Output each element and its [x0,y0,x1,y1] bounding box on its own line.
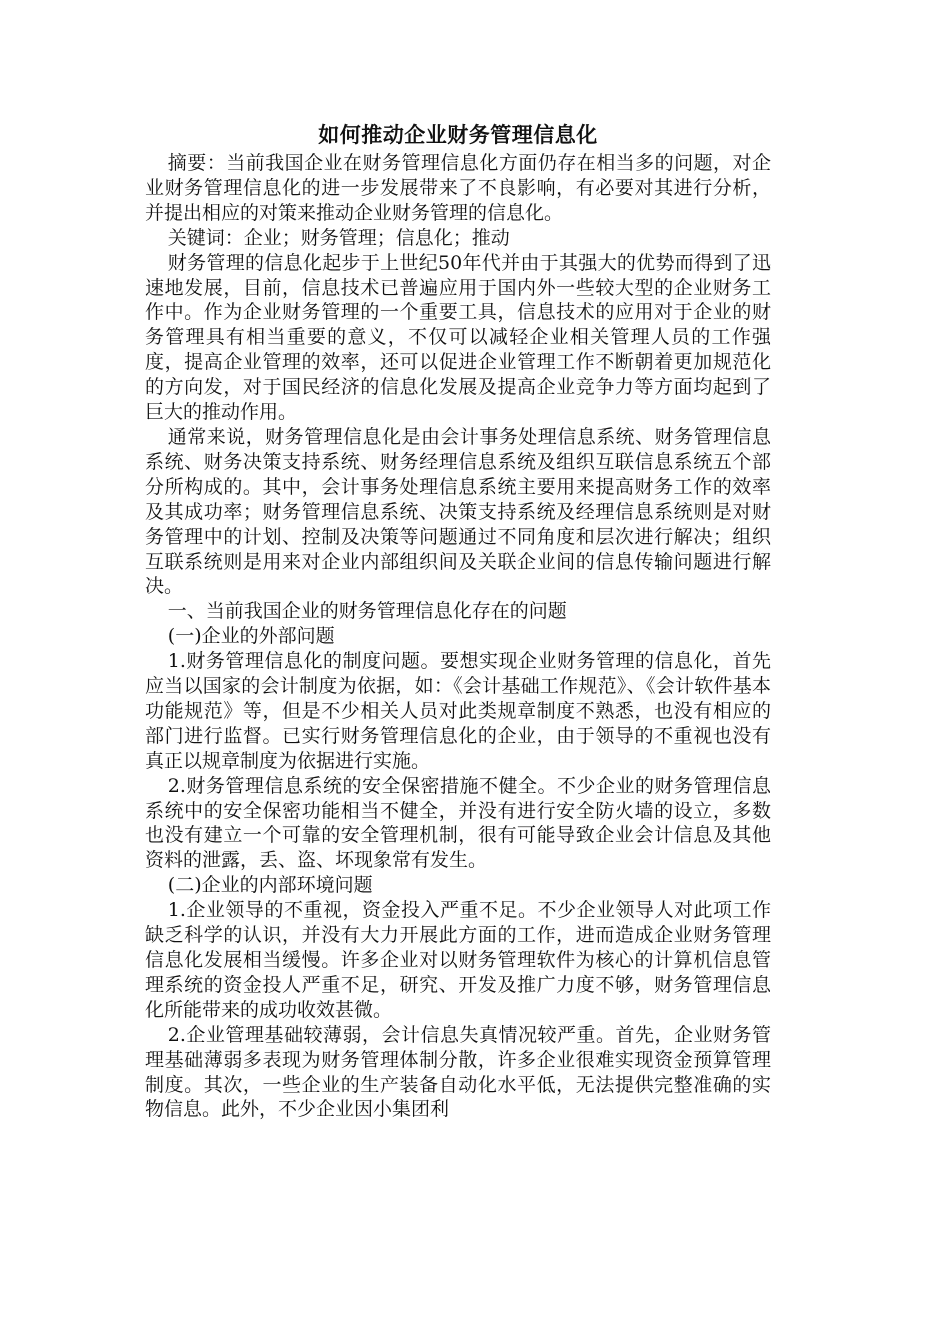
abstract-paragraph: 摘要：当前我国企业在财务管理信息化方面仍存在相当多的问题，对企业财务管理信息化的进一步发展带来了不良影响，有必要对其进行分析，并提出相应的对策来推动企业财务管理的信息化。 [145,152,771,224]
body-paragraph: 1.企业领导的不重视，资金投入严重不足。不少企业领导人对此项工作缺乏科学的认识，并没有大力开展此方面的工作，进而造成企业财务管理信息化发展相当缓慢。许多企业对以财务管理软件为核心的计算机信息管理系统的资金投人严重不足，研究、开发及推广力度不够，财务管理信息化所能带来的成功收效甚微。 [145,899,771,1021]
body-paragraph: 财务管理的信息化起步于上世纪50年代并由于其强大的优势而得到了迅速地发展，目前，信息技术已普遍应用于国内外一些较大型的企业财务工作中。作为企业财务管理的一个重要工具，信息技术的应用对于企业的财务管理具有相当重要的意义，不仅可以减轻企业相关管理人员的工作强度，提高企业管理的效率，还可以促进企业管理工作不断朝着更加规范化的方向发，对于国民经济的信息化发展及提高企业竞争力等方面均起到了巨大的推动作用。 [145,251,771,424]
document-page [145,121,771,1122]
section-heading: 一、当前我国企业的财务管理信息化存在的问题 [167,600,567,623]
body-paragraph: 1.财务管理信息化的制度问题。要想实现企业财务管理的信息化，首先应当以国家的会计制度为依据，如：《会计基础工作规范》、《会计软件基本功能规范》等，但是不少相关人员对此类规章制度不熟悉，也没有相应的部门进行监督。已实行财务管理信息化的企业，由于领导的不重视也没有真正以规章制度为依据进行实施。 [145,650,771,772]
subsection-heading: (二)企业的内部环境问题 [167,874,373,897]
document-title: 如何推动企业财务管理信息化 [318,123,598,147]
body-paragraph: 通常来说，财务管理信息化是由会计事务处理信息系统、财务管理信息系统、财务决策支持系统、财务经理信息系统及组织互联信息系统五个部分所构成的。其中，会计事务处理信息系统主要用来提高财务工作的效率及其成功率；财务管理信息系统、决策支持系统及经理信息系统则是对财务管理中的计划、控制及决策等问题通过不同角度和层次进行解决；组织互联系统则是用来对企业内部组织间及关联企业间的信息传输问题进行解决。 [145,425,771,598]
body-paragraph: 2.企业管理基础较薄弱，会计信息失真情况较严重。首先，企业财务管理基础薄弱多表现为财务管理体制分散，许多企业很难实现资金预算管理制度。其次，一些企业的生产装备自动化水平低，无法提供完整准确的实物信息。此外，不少企业因小集团利 [145,1023,771,1121]
subsection-heading: (一)企业的外部问题 [167,625,335,648]
body-paragraph: 2.财务管理信息系统的安全保密措施不健全。不少企业的财务管理信息系统中的安全保密功能相当不健全，并没有进行安全防火墙的设立，多数也没有建立一个可靠的安全管理机制，很有可能导致企业会计信息及其他资料的泄露，丢、盗、坏现象常有发生。 [145,774,771,872]
keywords-paragraph: 关键词：企业；财务管理；信息化；推动 [167,226,510,249]
